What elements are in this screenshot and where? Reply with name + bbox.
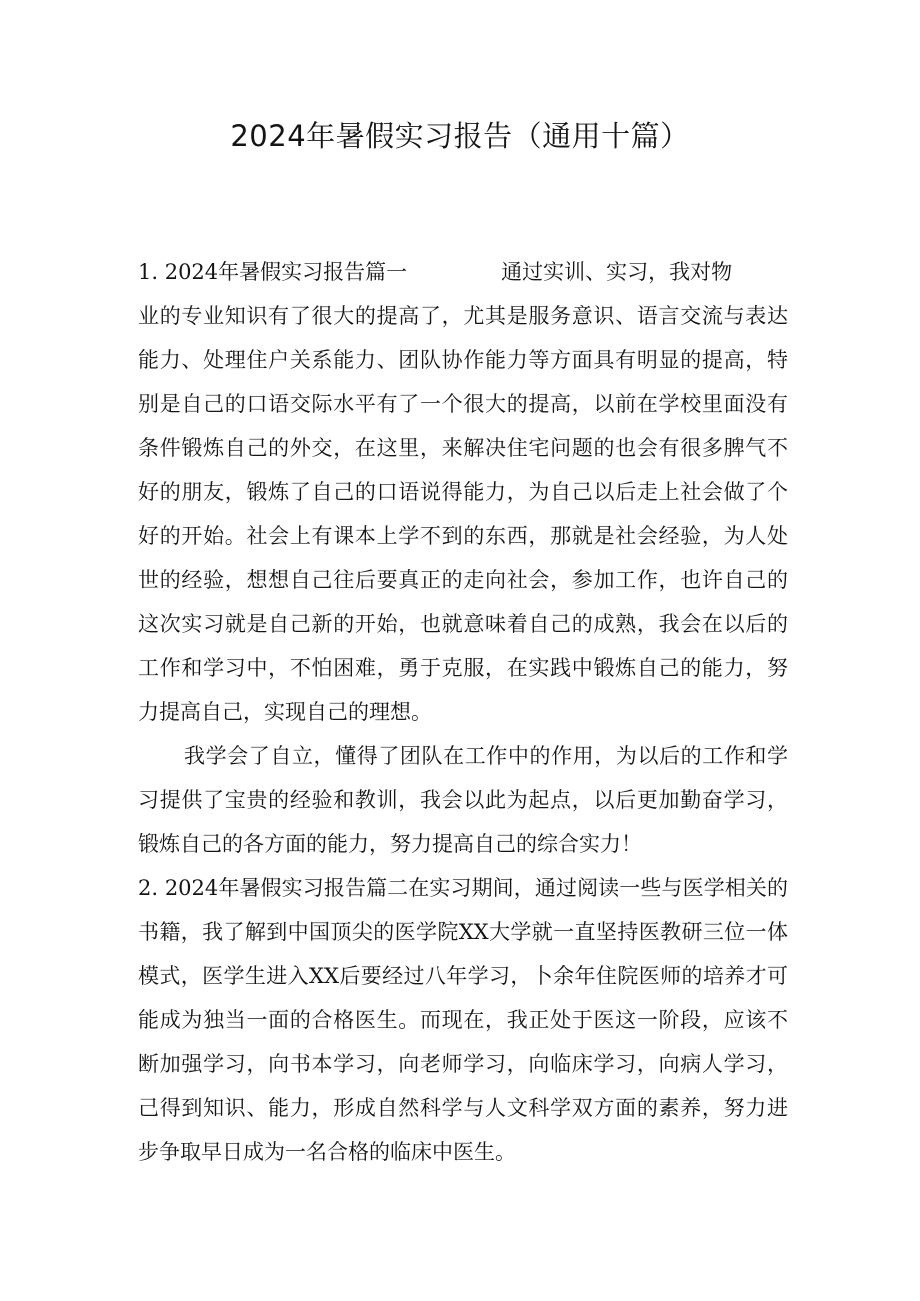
paragraph-line: 好的开始。社会上有课本上学不到的东西，那就是社会经验，为人处: [138, 524, 788, 548]
paragraph-line: 条件锻炼自己的外交，在这里，来解决住宅问题的也会有很多脾气不: [138, 436, 788, 460]
document-title: 2024年暑假实习报告（通用十篇）: [230, 119, 690, 153]
paragraph-line: 力提高自己，实现自己的理想。: [138, 700, 432, 724]
paragraph-line: 能成为独当一面的合格医生。而现在，我正处于医这一阶段，应该不: [138, 1008, 788, 1032]
paragraph-line: 工作和学习中，不怕困难，勇于克服，在实践中锻炼自己的能力，努: [138, 656, 788, 680]
paragraph-line: 业的专业知识有了很大的提高了，尤其是服务意识、语言交流与表达: [138, 304, 788, 328]
paragraph-line: 步争取早日成为一名合格的临床中医生。: [138, 1140, 516, 1164]
paragraph-line: 我学会了自立，懂得了团队在工作中的作用，为以后的工作和学: [184, 744, 788, 768]
paragraph-line: 能力、处理住户关系能力、团队协作能力等方面具有明显的提高，特: [138, 348, 788, 372]
paragraph-line: 己得到知识、能力，形成自然科学与人文科学双方面的素养，努力进: [138, 1096, 788, 1120]
section-2-heading-line: 2. 2024年暑假实习报告篇二在实习期间，通过阅读一些与医学相关的: [138, 876, 788, 900]
paragraph-line: 别是自己的口语交际水平有了一个很大的提高，以前在学校里面没有: [138, 392, 788, 416]
paragraph-line: 世的经验，想想自己往后要真正的走向社会，参加工作，也许自己的: [138, 568, 788, 592]
section-1-first-line-tail: 通过实训、实习，我对物: [501, 260, 733, 284]
section-1-heading: 1. 2024年暑假实习报告篇一: [138, 260, 408, 284]
paragraph-line: 好的朋友，锻炼了自己的口语说得能力，为自己以后走上社会做了个: [138, 480, 788, 504]
section-1-first-line: [138, 250, 788, 294]
paragraph-line: 这次实习就是自己新的开始，也就意味着自己的成熟，我会在以后的: [138, 612, 788, 636]
paragraph-line: 断加强学习，向书本学习，向老师学习，向临床学习，向病人学习，: [138, 1052, 788, 1076]
paragraph-line: 习提供了宝贵的经验和教训，我会以此为起点，以后更加勤奋学习，: [138, 788, 788, 812]
paragraph-line: 模式，医学生进入XX后要经过八年学习，卜余年住院医师的培养才可: [138, 964, 788, 988]
paragraph-line: 锻炼自己的各方面的能力，努力提高自己的综合实力！: [138, 832, 642, 856]
paragraph-line: 书籍，我了解到中国顶尖的医学院XX大学就一直坚持医教研三位一体: [138, 920, 788, 944]
